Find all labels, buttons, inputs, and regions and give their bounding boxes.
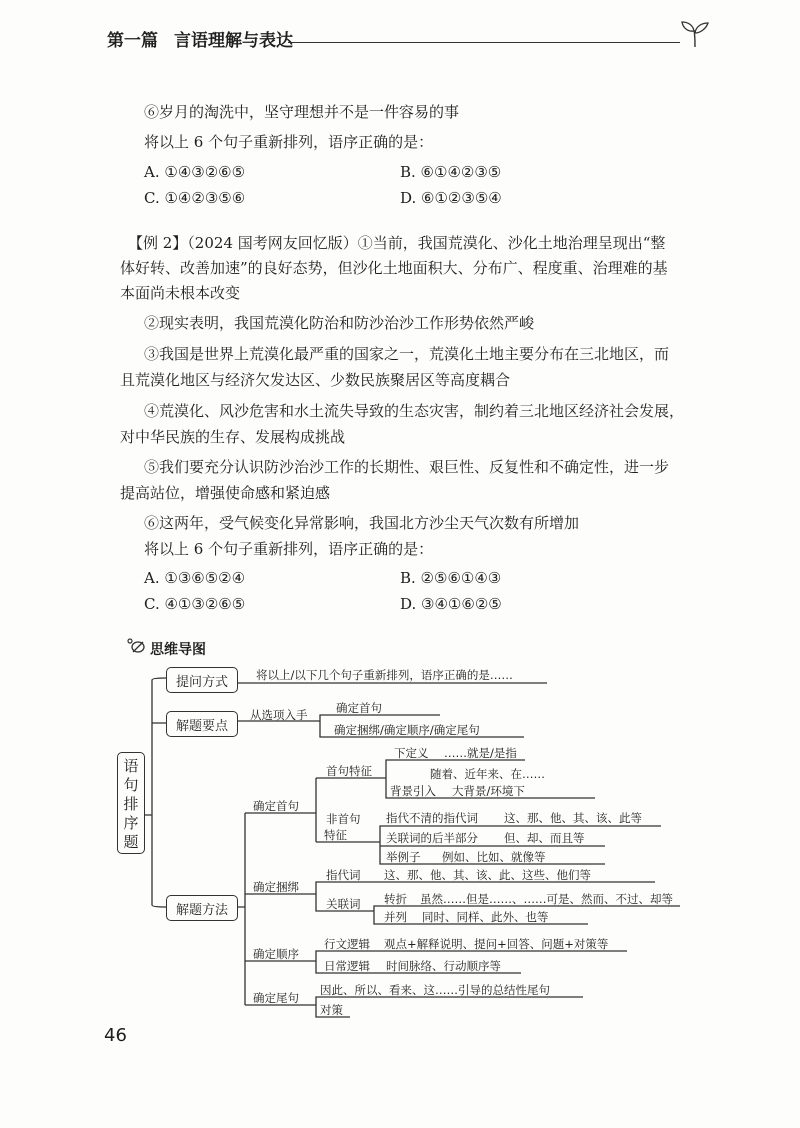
tail-ex: 因此、所以、看来、这……引导的总结性尾句 <box>320 983 550 997</box>
ex2-line: ⑤我们要充分认识防沙治沙工作的长期性、艰巨性、反复性和不确定性，进一步 <box>144 458 670 476</box>
ex2-option-c: C. ④①③②⑥⑤ <box>144 595 246 613</box>
ex2-prompt: 将以上 6 个句子重新排列，语序正确的是： <box>144 540 434 558</box>
ex2-line: ③我国是世界上荒漠化最严重的国家之一，荒漠化土地主要分布在三北地区，而 <box>144 345 670 363</box>
nonfeat-val: 这、那、他、其、该、此等 <box>504 811 642 825</box>
ex2-line: 本面尚未根本改变 <box>120 284 241 302</box>
nonfeat-key: 举例子 <box>386 850 421 864</box>
bind-para: 并列 <box>384 910 407 924</box>
mindmap-root <box>117 752 145 854</box>
b2-box <box>166 711 238 737</box>
b2-point: 确定首句 <box>336 701 382 715</box>
bind-conj: 关联词 <box>326 897 361 911</box>
first-feat: 首句特征 <box>326 764 372 778</box>
q1-option-b: B. ⑥①④②③⑤ <box>400 163 502 181</box>
tail-label: 确定尾句 <box>253 991 299 1005</box>
q1-prompt: 将以上 6 个句子重新排列，语序正确的是： <box>144 133 434 151</box>
b1-text: 将以上/以下几个句子重新排列，语序正确的是…… <box>256 668 513 682</box>
nonfeat-line1: 非首句 <box>326 812 361 826</box>
first-label: 确定首句 <box>253 799 299 813</box>
ex2-line: 对中华民族的生存、发展构成挑战 <box>120 428 346 446</box>
root-label: 语句排序题 <box>123 757 139 851</box>
b2-from: 从选项入手 <box>250 708 308 722</box>
page-number: 46 <box>104 1025 127 1046</box>
bind-para-ex: 同时、同样、此外、也等 <box>422 910 549 924</box>
ex2-option-a: A. ①③⑥⑤②④ <box>144 569 246 587</box>
order-logic1-ex: 观点+解释说明、提问+回答、问题+对策等 <box>384 937 609 951</box>
nonfeat-line2: 特征 <box>324 828 347 842</box>
nonfeat-val: 但、却、而且等 <box>504 831 585 845</box>
ex2-option-d: D. ③④①⑥②⑤ <box>400 595 502 613</box>
bind-turn: 转折 <box>384 892 407 906</box>
ex2-line: ⑥这两年，受气候变化异常影响，我国北方沙尘天气次数有所增加 <box>144 514 580 532</box>
ex2-line: 体好转、改善加速”的良好态势，但沙化土地面积大、分布广、程度重、治理难的基 <box>120 259 668 277</box>
ex2-line: 提高站位，增强使命感和紧迫感 <box>120 484 331 502</box>
ex2-line: ④荒漠化、风沙危害和水土流失导致的生态灾害，制约着三北地区经济社会发展， <box>144 402 685 420</box>
chapter-title: 言语理解与表达 <box>174 31 293 51</box>
b3-label: 解题方法 <box>175 902 228 918</box>
nonfeat-val: 例如、比如、就像等 <box>442 850 546 864</box>
b1-label: 提问方式 <box>175 674 228 690</box>
bind-turn-ex: 虽然……但是……、……可是、然而、不过、却等 <box>420 892 673 906</box>
ex2-line: ②现实表明，我国荒漠化防治和防沙治沙工作形势依然严峻 <box>144 314 535 332</box>
feat-def: 下定义 <box>394 746 429 760</box>
tail-ex2: 对策 <box>320 1003 343 1017</box>
feat-time-ex: 随着、近年来、在…… <box>430 767 545 781</box>
b2-point: 确定捆绑/确定顺序/确定尾句 <box>334 723 480 737</box>
nonfeat-key: 指代不清的指代词 <box>386 811 478 825</box>
ex2-line: 【例 2】（2024 国考网友回忆版）①当前，我国荒漠化、沙化土地治理呈现出“整 <box>128 234 666 252</box>
order-logic1: 行文逻辑 <box>324 937 370 951</box>
q1-option-c: C. ①④②③⑤⑥ <box>144 189 246 207</box>
ex2-option-b: B. ②⑤⑥①④③ <box>400 569 502 587</box>
q1-sentence-6: ⑥岁月的淘洗中，坚守理想并不是一件容易的事 <box>144 103 460 121</box>
bind-pron: 指代词 <box>326 868 361 882</box>
nonfeat-key: 关联词的后半部分 <box>386 831 478 845</box>
order-label: 确定顺序 <box>253 947 299 961</box>
order-logic2-ex: 时间脉络、行动顺序等 <box>386 959 501 973</box>
bind-label: 确定捆绑 <box>253 880 299 894</box>
mindmap-title: 思维导图 <box>150 642 206 658</box>
bind-pron-ex: 这、那、他、其、该、此、这些、他们等 <box>384 868 591 882</box>
feat-bg: 背景引入 <box>390 784 436 798</box>
q1-option-d: D. ⑥①②③⑤④ <box>400 189 502 207</box>
b2-label: 解题要点 <box>175 718 228 734</box>
b3-box <box>166 895 238 921</box>
feat-def-ex: ……就是/是指 <box>444 746 517 760</box>
order-logic2: 日常逻辑 <box>324 959 370 973</box>
q1-option-a: A. ①④③②⑥⑤ <box>144 163 246 181</box>
feat-bg-ex: 大背景/环境下 <box>452 784 525 798</box>
chapter-label: 第一篇 <box>107 31 158 51</box>
b1-box <box>166 667 238 693</box>
ex2-line: 且荒漠化地区与经济欠发达区、少数民族聚居区等高度耦合 <box>120 371 511 389</box>
